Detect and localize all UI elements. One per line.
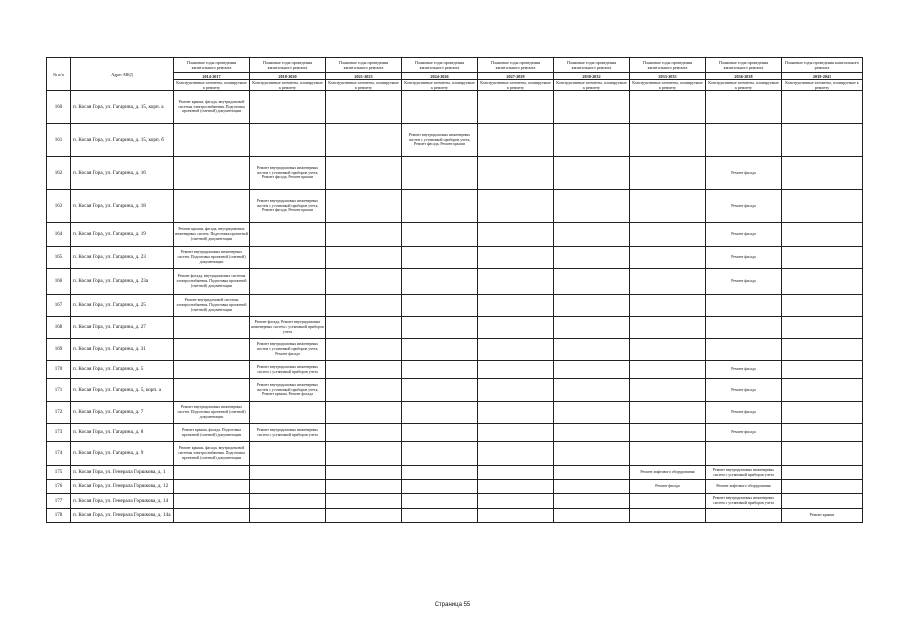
- header-period: 2021-2023: [326, 73, 402, 80]
- work-cell: [326, 339, 402, 361]
- work-cell: [630, 317, 706, 339]
- work-cell: [478, 295, 554, 317]
- work-cell: [630, 442, 706, 466]
- work-cell: [630, 361, 706, 379]
- work-cell: [478, 91, 554, 124]
- work-cell: [402, 494, 478, 509]
- work-cell: Ремонт фасада: [706, 190, 782, 223]
- work-cell: [478, 442, 554, 466]
- row-number: 165: [47, 247, 71, 269]
- work-cell: [554, 361, 630, 379]
- header-period: 2036-2038: [706, 73, 782, 80]
- work-cell: Ремонт крыши, фасада. Подготовка проектной (сметной) документации: [174, 424, 250, 442]
- work-cell: [706, 317, 782, 339]
- header-period: 2024-2026: [402, 73, 478, 80]
- header-elements: Конструктивные элементы, планируемые к ремонту: [630, 80, 706, 91]
- work-cell: Ремонт фасада: [630, 480, 706, 494]
- address-cell: п. Косая Гора, ул. Гагарина, д. 27: [71, 317, 174, 339]
- work-cell: [478, 223, 554, 247]
- table-row: [47, 269, 863, 295]
- work-cell: [478, 339, 554, 361]
- work-cell: [554, 424, 630, 442]
- row-number: 164: [47, 223, 71, 247]
- table-row: [47, 494, 863, 509]
- work-cell: [706, 295, 782, 317]
- row-number: 160: [47, 91, 71, 124]
- work-cell: [554, 466, 630, 480]
- work-cell: [782, 361, 863, 379]
- row-number: 171: [47, 379, 71, 402]
- work-cell: [630, 223, 706, 247]
- work-cell: Ремонт фасада, Ремонт внутридомовых инженерных систем с установкой приборов учета: [250, 317, 326, 339]
- row-number: 170: [47, 361, 71, 379]
- header-elements: Конструктивные элементы, планируемые к ремонту: [478, 80, 554, 91]
- work-cell: Ремонт внутридомовых инженерных систем с установкой приборов учета, Ремонт фасада: [250, 339, 326, 361]
- work-cell: [706, 339, 782, 361]
- work-cell: [554, 379, 630, 402]
- table-header: [47, 58, 863, 91]
- work-cell: [326, 269, 402, 295]
- header-period: 2033-2035: [630, 73, 706, 80]
- table-row: [47, 295, 863, 317]
- work-cell: [326, 223, 402, 247]
- header-elements: Конструктивные элементы, планируемые к ремонту: [326, 80, 402, 91]
- address-cell: п. Косая Гора, ул. Гагарина, д. 31: [71, 339, 174, 361]
- work-cell: [250, 247, 326, 269]
- row-number: 167: [47, 295, 71, 317]
- work-cell: [402, 317, 478, 339]
- row-number: 175: [47, 466, 71, 480]
- work-cell: [402, 480, 478, 494]
- row-number: 168: [47, 317, 71, 339]
- header-period: 2027-2029: [478, 73, 554, 80]
- header-period: 2030-2032: [554, 73, 630, 80]
- work-cell: Ремонт внутридомовых инженерных систем с установкой приборов учета, Ремонт фасада, Ремонт крыши: [402, 124, 478, 157]
- work-cell: [250, 269, 326, 295]
- work-cell: [250, 442, 326, 466]
- row-number: 163: [47, 190, 71, 223]
- work-cell: [630, 379, 706, 402]
- work-cell: Ремонт фасада: [706, 402, 782, 424]
- work-cell: [630, 190, 706, 223]
- work-cell: [782, 494, 863, 509]
- work-cell: [630, 157, 706, 190]
- table-row: [47, 339, 863, 361]
- row-number: 162: [47, 157, 71, 190]
- table-row: [47, 190, 863, 223]
- address-cell: п. Косая Гора, ул. Гагарина, д. 23а: [71, 269, 174, 295]
- work-cell: [782, 91, 863, 124]
- work-cell: [402, 91, 478, 124]
- work-cell: [326, 157, 402, 190]
- work-cell: [782, 269, 863, 295]
- work-cell: [706, 509, 782, 523]
- work-cell: [174, 466, 250, 480]
- work-cell: Ремонт фасада: [706, 247, 782, 269]
- header-planned: Плановые годы проведения капитального ремонта: [478, 58, 554, 73]
- header-period: 2039-2041: [782, 73, 863, 80]
- address-cell: п. Косая Гора, ул. Генерала Горшкова, д. 14: [71, 494, 174, 509]
- work-cell: [250, 494, 326, 509]
- work-cell: [630, 269, 706, 295]
- work-cell: [402, 247, 478, 269]
- work-cell: [402, 157, 478, 190]
- row-number: 173: [47, 424, 71, 442]
- work-cell: [478, 157, 554, 190]
- work-cell: [554, 91, 630, 124]
- work-cell: [174, 339, 250, 361]
- work-cell: [478, 494, 554, 509]
- work-cell: [478, 509, 554, 523]
- header-elements: Конструктивные элементы, планируемые к ремонту: [706, 80, 782, 91]
- work-cell: [782, 223, 863, 247]
- address-cell: п. Косая Гора, ул. Гагарина, д. 25: [71, 295, 174, 317]
- header-planned: Плановые годы проведения капитального ремонта: [326, 58, 402, 73]
- work-cell: Ремонт лифтового оборудования: [630, 466, 706, 480]
- work-cell: Ремонт крыши, фасада, внутридомовой системы электроснабжения. Подготовка проектной (сметной) документации: [174, 442, 250, 466]
- work-cell: [630, 402, 706, 424]
- work-cell: [402, 269, 478, 295]
- work-cell: [478, 247, 554, 269]
- table-row: [47, 317, 863, 339]
- address-cell: п. Косая Гора, ул. Гагарина, д. 23: [71, 247, 174, 269]
- work-cell: [782, 339, 863, 361]
- work-cell: [174, 379, 250, 402]
- header-address: Адрес МКД: [71, 58, 174, 91]
- work-cell: [326, 124, 402, 157]
- work-cell: [782, 379, 863, 402]
- row-number: 169: [47, 339, 71, 361]
- work-cell: [782, 466, 863, 480]
- work-cell: [326, 361, 402, 379]
- work-cell: [250, 124, 326, 157]
- work-cell: [782, 295, 863, 317]
- work-cell: [478, 402, 554, 424]
- work-cell: [782, 424, 863, 442]
- work-cell: [554, 317, 630, 339]
- work-cell: [478, 379, 554, 402]
- work-cell: [630, 124, 706, 157]
- address-cell: п. Косая Гора, ул. Гагарина, д. 8: [71, 424, 174, 442]
- work-cell: Ремонт фасада: [706, 269, 782, 295]
- work-cell: [250, 295, 326, 317]
- work-cell: [326, 379, 402, 402]
- work-cell: [478, 317, 554, 339]
- work-cell: [630, 424, 706, 442]
- work-cell: Ремонт внутридомовых инженерных систем с установкой приборов учета: [250, 361, 326, 379]
- header-planned: Плановые годы проведения капитального ремонта: [250, 58, 326, 73]
- work-cell: [402, 379, 478, 402]
- work-cell: Ремонт лифтового оборудования: [706, 480, 782, 494]
- work-cell: [326, 247, 402, 269]
- work-cell: [782, 480, 863, 494]
- work-cell: Ремонт крыши: [782, 509, 863, 523]
- work-cell: [326, 190, 402, 223]
- row-number: 174: [47, 442, 71, 466]
- work-cell: Ремонт фасада: [706, 223, 782, 247]
- work-cell: [326, 442, 402, 466]
- table-body: [47, 91, 863, 523]
- work-cell: [174, 317, 250, 339]
- work-cell: Ремонт внутридомовой системы электроснабжения. Подготовка проектной (сметной) документации: [174, 295, 250, 317]
- work-cell: [478, 269, 554, 295]
- work-cell: [174, 480, 250, 494]
- address-cell: п. Косая Гора, ул. Гагарина, д. 18: [71, 190, 174, 223]
- work-cell: [478, 424, 554, 442]
- row-number: 177: [47, 494, 71, 509]
- work-cell: [554, 402, 630, 424]
- header-period: 2014-2017: [174, 73, 250, 80]
- address-cell: п. Косая Гора, ул. Гагарина, д. 5, корп. а: [71, 379, 174, 402]
- work-cell: [174, 124, 250, 157]
- work-cell: [326, 466, 402, 480]
- work-cell: [630, 247, 706, 269]
- work-cell: [630, 339, 706, 361]
- table-row: [47, 91, 863, 124]
- work-cell: Ремонт внутридомовых инженерных систем с установкой приборов учета: [706, 494, 782, 509]
- work-cell: [554, 124, 630, 157]
- work-cell: Ремонт фасада: [706, 379, 782, 402]
- work-cell: [326, 494, 402, 509]
- work-cell: [174, 494, 250, 509]
- work-cell: [554, 157, 630, 190]
- table-row: [47, 509, 863, 523]
- work-cell: [630, 91, 706, 124]
- work-cell: [478, 124, 554, 157]
- work-cell: [250, 466, 326, 480]
- header-elements: Конструктивные элементы, планируемые к ремонту: [402, 80, 478, 91]
- work-cell: [706, 442, 782, 466]
- work-cell: [402, 361, 478, 379]
- work-cell: [402, 442, 478, 466]
- work-cell: [326, 402, 402, 424]
- work-cell: [402, 509, 478, 523]
- work-cell: [402, 466, 478, 480]
- work-cell: [478, 466, 554, 480]
- work-cell: [250, 223, 326, 247]
- header-planned: Плановые годы проведения капитального ремонта: [402, 58, 478, 73]
- row-number: 178: [47, 509, 71, 523]
- work-cell: [630, 295, 706, 317]
- header-elements: Конструктивные элементы, планируемые к ремонту: [554, 80, 630, 91]
- work-cell: Ремонт внутридомовых инженерных систем с установкой приборов учета: [706, 466, 782, 480]
- table-row: [47, 247, 863, 269]
- work-cell: Ремонт фасада: [706, 361, 782, 379]
- work-cell: [402, 339, 478, 361]
- work-cell: Ремонт внутридомовых инженерных систем с установкой приборов учета, Ремонт крыши, Ремонт фасада: [250, 379, 326, 402]
- work-cell: [782, 402, 863, 424]
- header-planned: Плановые годы проведения капитального ремонта: [706, 58, 782, 73]
- row-number: 161: [47, 124, 71, 157]
- work-cell: [554, 190, 630, 223]
- table-row: [47, 223, 863, 247]
- work-cell: [326, 424, 402, 442]
- work-cell: Ремонт фасада: [706, 424, 782, 442]
- work-cell: Ремонт внутридомовых инженерных систем. Подготовка проектной (сметной) документации: [174, 402, 250, 424]
- address-cell: п. Косая Гора, ул. Генерала Горшкова, д. 14а: [71, 509, 174, 523]
- work-cell: [326, 295, 402, 317]
- address-cell: п. Косая Гора, ул. Гагарина, д. 16: [71, 157, 174, 190]
- work-cell: [478, 480, 554, 494]
- work-cell: Ремонт внутридомовых инженерных систем с установкой приборов учета, Ремонт фасада, Ремонт крыши: [250, 157, 326, 190]
- work-cell: [326, 509, 402, 523]
- table-row: [47, 480, 863, 494]
- work-cell: [554, 223, 630, 247]
- work-cell: Ремонт фасада: [706, 157, 782, 190]
- address-cell: п. Косая Гора, ул. Гагарина, д. 5: [71, 361, 174, 379]
- table-row: [47, 361, 863, 379]
- work-cell: [706, 124, 782, 157]
- work-cell: [630, 494, 706, 509]
- row-number: 176: [47, 480, 71, 494]
- work-cell: [174, 190, 250, 223]
- work-cell: [402, 424, 478, 442]
- table-row: [47, 402, 863, 424]
- work-cell: [326, 480, 402, 494]
- header-planned: Плановые годы проведения капитального ремонта: [174, 58, 250, 73]
- work-cell: [174, 361, 250, 379]
- header-planned: Плановые годы проведения капитального ремонта: [630, 58, 706, 73]
- repair-schedule-table: [46, 57, 863, 523]
- work-cell: [554, 269, 630, 295]
- table-row: [47, 157, 863, 190]
- work-cell: [554, 494, 630, 509]
- address-cell: п. Косая Гора, ул. Генерала Горшкова, д. 12: [71, 480, 174, 494]
- work-cell: [402, 295, 478, 317]
- address-cell: п. Косая Гора, ул. Генерала Горшкова, д. 1: [71, 466, 174, 480]
- work-cell: [782, 442, 863, 466]
- table-row: [47, 379, 863, 402]
- work-cell: Ремонт крыши, фасада, внутридомовых инженерных систем. Подготовка проектной (сметной) документации: [174, 223, 250, 247]
- work-cell: [554, 509, 630, 523]
- work-cell: [250, 480, 326, 494]
- work-cell: [554, 480, 630, 494]
- work-cell: [782, 190, 863, 223]
- address-cell: п. Косая Гора, ул. Гагарина, д. 9: [71, 442, 174, 466]
- work-cell: Ремонт внутридомовых инженерных систем с установкой приборов учета, Ремонт фасада, Ремонт крыши: [250, 190, 326, 223]
- work-cell: [478, 190, 554, 223]
- work-cell: [402, 402, 478, 424]
- work-cell: Ремонт фасада, внутридомовых системы электроснабжения. Подготовка проектной (сметной) документации: [174, 269, 250, 295]
- table-row: [47, 124, 863, 157]
- work-cell: [554, 295, 630, 317]
- address-cell: п. Косая Гора, ул. Гагарина, д. 7: [71, 402, 174, 424]
- table-row: [47, 442, 863, 466]
- address-cell: п. Косая Гора, ул. Гагарина, д. 19: [71, 223, 174, 247]
- header-elements: Конструктивные элементы, планируемые к ремонту: [250, 80, 326, 91]
- work-cell: [478, 361, 554, 379]
- work-cell: [326, 91, 402, 124]
- page-number: Страница 55: [434, 602, 471, 608]
- header-planned: Плановые годы проведения капитального ремонта: [782, 58, 863, 73]
- header-elements: Конструктивные элементы, планируемые к ремонту: [174, 80, 250, 91]
- address-cell: п. Косая Гора, ул. Гагарина, д. 15, корп. а: [71, 91, 174, 124]
- work-cell: [402, 190, 478, 223]
- work-cell: [250, 402, 326, 424]
- work-cell: [782, 317, 863, 339]
- work-cell: Ремонт крыши, фасада, внутридомовой системы электроснабжения. Подготовка проектной (сметной) документации: [174, 91, 250, 124]
- header-period: 2018-2020: [250, 73, 326, 80]
- work-cell: [174, 157, 250, 190]
- work-cell: [554, 442, 630, 466]
- header-row-number: № п/п: [47, 58, 71, 91]
- table-row: [47, 424, 863, 442]
- work-cell: Ремонт внутридомовых инженерных систем. Подготовка проектной (сметной) документации: [174, 247, 250, 269]
- header-planned: Плановые годы проведения капитального ремонта: [554, 58, 630, 73]
- row-number: 172: [47, 402, 71, 424]
- row-number: 166: [47, 269, 71, 295]
- work-cell: [706, 91, 782, 124]
- work-cell: [402, 223, 478, 247]
- table-row: [47, 466, 863, 480]
- address-cell: п. Косая Гора, ул. Гагарина, д. 15, корп. б: [71, 124, 174, 157]
- work-cell: [174, 509, 250, 523]
- work-cell: Ремонт внутридомовых инженерных систем с установкой приборов учета: [250, 424, 326, 442]
- work-cell: [250, 509, 326, 523]
- work-cell: [782, 124, 863, 157]
- work-cell: [630, 509, 706, 523]
- work-cell: [554, 339, 630, 361]
- work-cell: [326, 317, 402, 339]
- work-cell: [782, 157, 863, 190]
- work-cell: [782, 247, 863, 269]
- header-elements: Конструктивные элементы, планируемые к ремонту: [782, 80, 863, 91]
- work-cell: [250, 91, 326, 124]
- work-cell: [554, 247, 630, 269]
